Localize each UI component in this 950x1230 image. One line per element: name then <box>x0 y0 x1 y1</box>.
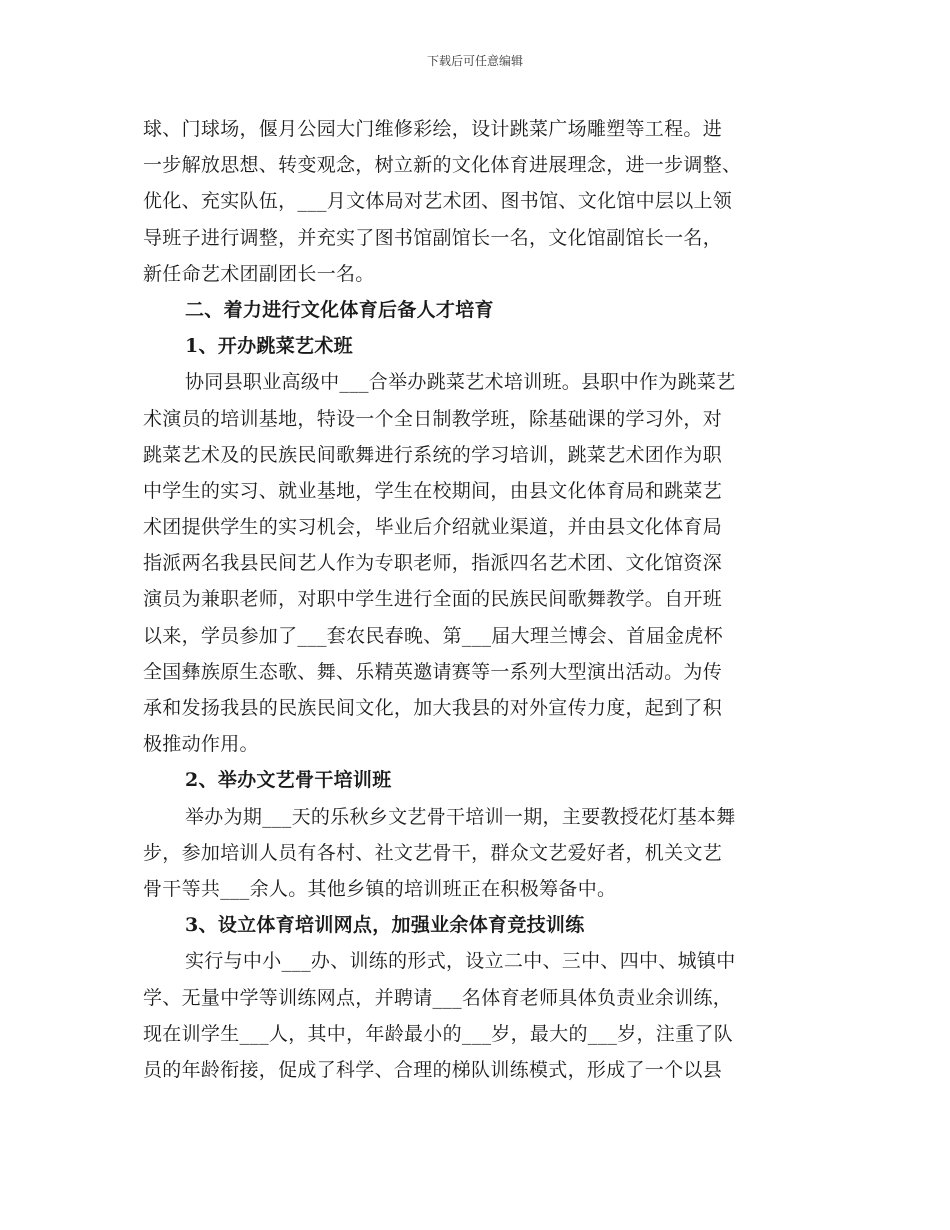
paragraph-line: 术团提供学生的实习机会，毕业后介绍就业渠道，并由县文化体育局 <box>143 516 723 539</box>
paragraph-line: 演员为兼职老师，对职中学生进行全面的民族民间歌舞教学。自开班 <box>143 588 723 611</box>
paragraph-line: 实行与中小___办、训练的形式，设立二中、三中、四中、城镇中 <box>185 950 736 973</box>
paragraph-line: 导班子进行调整，并充实了图书馆副馆长一名，文化馆副馆长一名， <box>143 226 723 249</box>
paragraph-line: 一步解放思想、转变观念，树立新的文化体育进展理念，进一步调整、 <box>143 154 742 177</box>
section-heading: 1、开办跳菜艺术班 <box>185 335 353 358</box>
paragraph-line: 举办为期___天的乐秋乡文艺骨干培训一期，主要教授花灯基本舞 <box>185 805 736 828</box>
paragraph-line: 跳菜艺术及的民族民间歌舞进行系统的学习培训，跳菜艺术团作为职 <box>143 443 723 466</box>
document-body <box>143 111 823 1088</box>
paragraph-line: 承和发扬我县的民族民间文化，加大我县的对外宣传力度，起到了积 <box>143 697 723 719</box>
paragraph-line: 新任命艺术团副团长一名。 <box>143 262 375 285</box>
paragraph-line: 学、无量中学等训练网点，并聘请___名体育老师具体负责业余训练， <box>143 986 733 1009</box>
paragraph-line: 优化、充实队伍，___月文体局对艺术团、图书馆、文化馆中层以上领 <box>143 190 733 213</box>
paragraph-line: 骨干等共___余人。其他乡镇的培训班正在积极筹备中。 <box>143 877 617 900</box>
paragraph-line: 现在训学生___人，其中，年龄最小的___岁，最大的___岁，注重了队 <box>143 1022 734 1045</box>
paragraph-line: 术演员的培训基地，特设一个全日制教学班，除基础课的学习外，对 <box>143 407 723 430</box>
paragraph-line: 极推动作用。 <box>143 733 259 756</box>
paragraph-line: 协同县职业高级中___合举办跳菜艺术培训班。县职中作为跳菜艺 <box>185 371 736 394</box>
section-heading: 2、举办文艺骨干培训班 <box>185 769 392 792</box>
paragraph-line: 球、门球场，偃月公园大门维修彩绘，设计跳菜广场雕塑等工程。进 <box>143 118 723 140</box>
section-heading: 二、着力进行文化体育后备人才培育 <box>185 298 494 321</box>
section-heading: 3、设立体育培训网点，加强业余体育竞技训练 <box>185 914 585 937</box>
page-header-note: 下载后可任意编辑 <box>426 54 523 68</box>
paragraph-line: 中学生的实习、就业基地，学生在校期间，由县文化体育局和跳菜艺 <box>143 479 723 502</box>
paragraph-line: 指派两名我县民间艺人作为专职老师，指派四名艺术团、文化馆资深 <box>143 552 723 575</box>
paragraph-line: 以来，学员参加了___套农民春晚、第___届大理兰博会、首届金虎杯 <box>143 624 723 647</box>
paragraph-line: 员的年龄衔接，促成了科学、合理的梯队训练模式，形成了一个以县 <box>143 1058 723 1081</box>
paragraph-line: 步，参加培训人员有各村、社文艺骨干，群众文艺爱好者，机关文艺 <box>143 841 723 864</box>
paragraph-line: 全国彝族原生态歌、舞、乐精英邀请赛等一系列大型演出活动。为传 <box>143 660 723 683</box>
